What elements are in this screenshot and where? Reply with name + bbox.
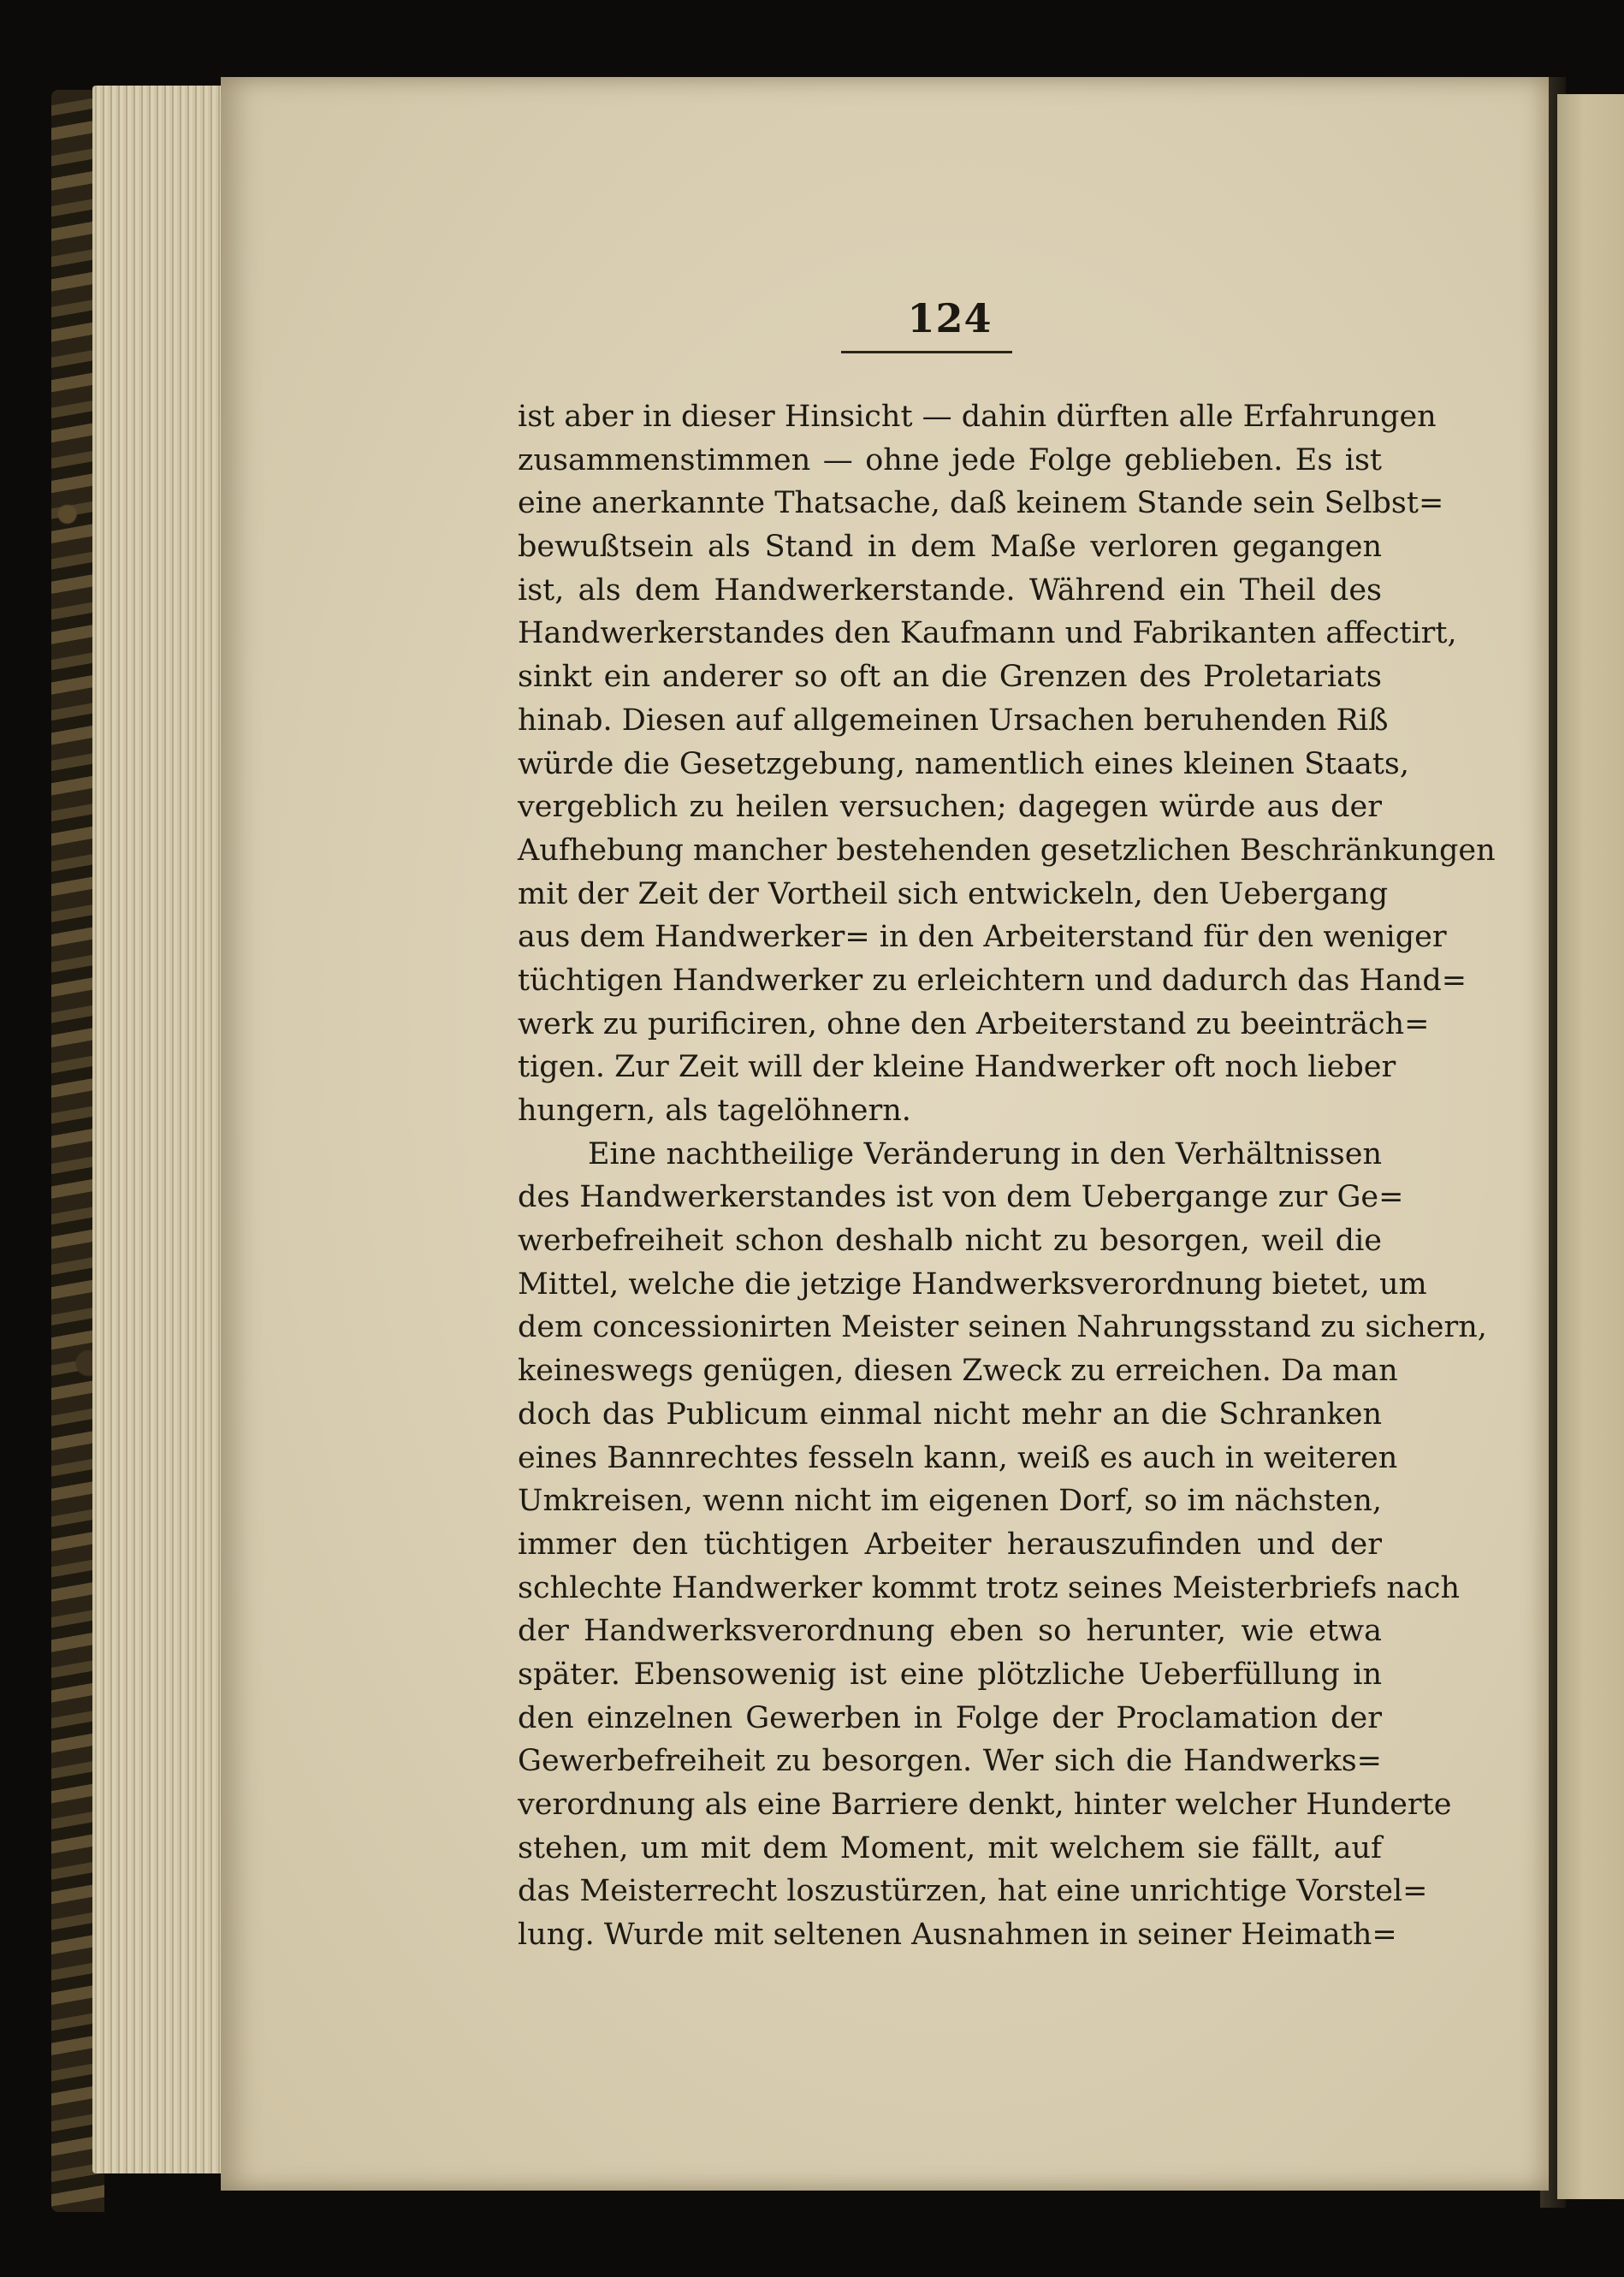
text-line: verordnung als eine Barriere denkt, hinter welcher Hunderte [518,1788,1452,1822]
text-line: vergeblich zu heilen versuchen; dagegen würde aus der [518,790,1382,825]
text-line: mit der Zeit der Vortheil sich entwickeln, den Uebergang [518,876,1389,911]
text-line: dem concessionirten Meister seinen Nahrungsstand zu sichern, [518,1310,1487,1345]
text-line: bewußtsein als Stand in dem Maße verloren gegangen [518,530,1382,565]
text-line: des Handwerkerstandes ist von dem Uebergange zur Ge= [518,1180,1404,1215]
text-line: doch das Publicum einmal nicht mehr an die Schranken [518,1396,1382,1432]
text-line: schlechte Handwerker kommt trotz seines Meisterbriefs nach [518,1570,1460,1605]
text-line: ist, als dem Handwerkerstande. Während ein Theil des [518,572,1382,608]
text-line: eine anerkannte Thatsache, daß keinem Stande sein Selbst= [518,486,1444,521]
text-line: später. Ebensowenig ist eine plötzliche Ueberfüllung in [518,1657,1382,1692]
text-line: tüchtigen Handwerker zu erleichtern und dadurch das Hand= [518,963,1467,998]
next-leaf-edge [1557,94,1624,2199]
text-line: aus dem Handwerker= in den Arbeiterstand für den weniger [518,920,1447,955]
text-line: Gewerbefreiheit zu besorgen. Wer sich die Handwerks= [518,1744,1382,1779]
text-line: lung. Wurde mit seltenen Ausnahmen in seiner Heimath= [518,1918,1397,1953]
text-line: der Handwerksverordnung eben so herunter, wie etwa [518,1614,1382,1649]
text-line: keineswegs genügen, diesen Zweck zu erreichen. Da man [518,1354,1398,1389]
text-line: den einzelnen Gewerben in Folge der Proclamation der [518,1700,1382,1735]
body-text [518,395,1496,1957]
text-line: ist aber in dieser Hinsicht — dahin dürften alle Erfahrungen [518,400,1437,434]
header-rule [841,351,1012,353]
text-line: sinkt ein anderer so oft an die Grenzen des Proletariats [518,660,1382,695]
text-line: tigen. Zur Zeit will der kleine Handwerker oft noch lieber [518,1050,1396,1085]
text-line: werk zu purificiren, ohne den Arbeiterstand zu beeinträch= [518,1006,1430,1041]
paragraph-start-line: Eine nachtheilige Veränderung in den Verhältnissen [588,1136,1382,1171]
text-line: Umkreisen, wenn nicht im eigenen Dorf, so im nächsten, [518,1484,1382,1519]
text-line: werbefreiheit schon deshalb nicht zu besorgen, weil die [518,1224,1382,1259]
page-stack-edge [92,86,238,2173]
text-line: würde die Gesetzgebung, namentlich eines kleinen Staats, [518,746,1410,781]
text-line: Handwerkerstandes den Kaufmann und Fabrikanten affectirt, [518,616,1457,651]
page-number: 124 [907,295,993,341]
text-line: eines Bannrechtes fesseln kann, weiß es auch in weiteren [518,1440,1398,1475]
text-line: immer den tüchtigen Arbeiter herauszufinden und der [518,1527,1382,1562]
text-line: Mittel, welche die jetzige Handwerksverordnung bietet, um [518,1266,1427,1302]
text-line: hinab. Diesen auf allgemeinen Ursachen beruhenden Riß [518,703,1389,738]
text-line: stehen, um mit dem Moment, mit welchem sie fällt, auf [518,1830,1382,1865]
paragraph-end-line: hungern, als tagelöhnern. [518,1094,911,1128]
text-line: das Meisterrecht loszustürzen, hat eine unrichtige Vorstel= [518,1874,1428,1909]
text-line: Aufhebung mancher bestehenden gesetzlichen Beschränkungen [518,833,1496,868]
text-line: zusammenstimmen — ohne jede Folge geblieben. Es ist [518,442,1382,477]
